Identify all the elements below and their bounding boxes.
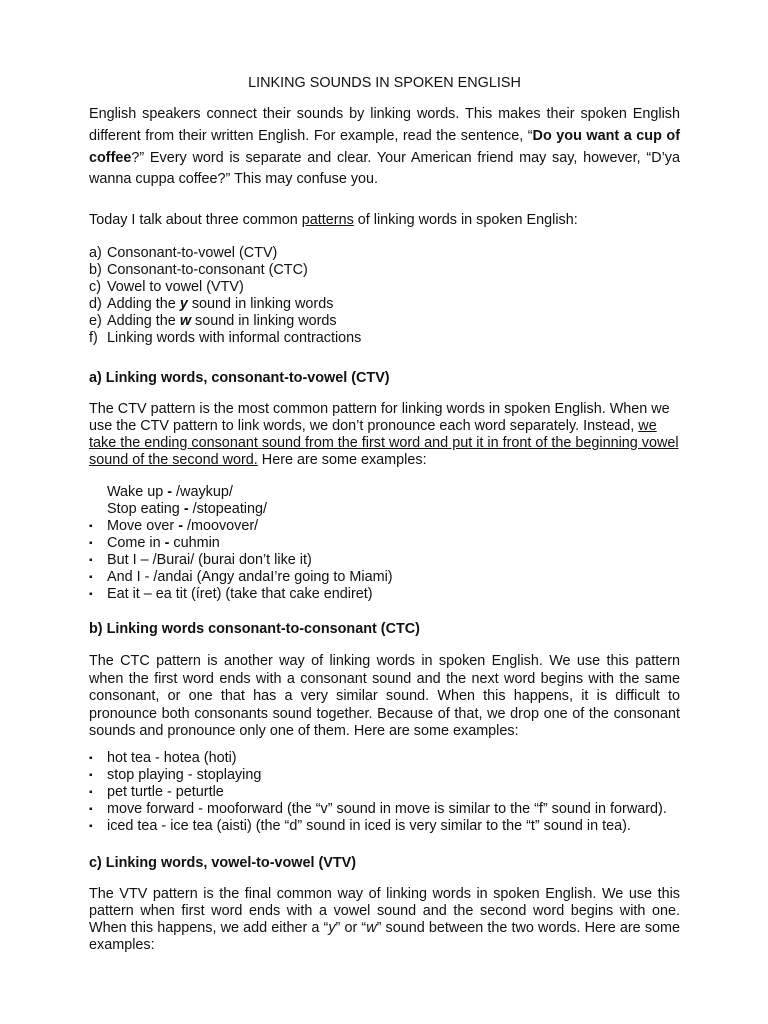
section-c-heading: c) Linking words, vowel-to-vowel (VTV) [89, 855, 357, 871]
bullet-icon: ▪ [89, 538, 93, 549]
list-item: c) Vowel to vowel (VTV) [89, 279, 244, 295]
page-title: LINKING SOUNDS IN SPOKEN ENGLISH [248, 75, 521, 91]
list-item: a) Consonant-to-vowel (CTV) [89, 245, 278, 261]
example-sentence: Do you want a cup of coffee [89, 127, 680, 166]
list-item: ▪ iced tea - ice tea (aisti) (the “d” sound in iced is very similar to the “t” sound in tea). [89, 818, 631, 834]
bullet-icon: ▪ [89, 821, 93, 832]
bullet-icon: ▪ [89, 770, 93, 781]
bullet-icon: ▪ [89, 804, 93, 815]
list-item: ▪ And I - /andai (Angy andaI’re going to Miami) [89, 569, 393, 585]
bullet-icon: ▪ [89, 572, 93, 583]
bullet-icon: ▪ [89, 787, 93, 798]
section-b-heading: b) Linking words consonant-to-consonant (CTC) [89, 621, 420, 637]
key-rule-underlined: we take the ending consonant sound from the first word and put it in front of the beginning vowel sound of the second word. [89, 418, 679, 469]
section-c-paragraph: The VTV pattern is the final common way of linking words in spoken English. We use this pattern when first word ends with a vowel sound and the second word begins with one. When this happens, we add either a “y” or “w” sound between the two words. Here are some examples: [89, 886, 681, 953]
bullet-icon: ▪ [89, 753, 93, 764]
list-item: ▪ pet turtle - peturtle [89, 784, 224, 800]
intro-paragraph: English speakers connect their sounds by linking words. This makes their spoken English different from their written English. For example, read the sentence, “Do you want a cup of coffee?” Every word is separate and clear. Your American friend may say, however, “D’ya wanna cuppa coffee?” This may confuse you. [89, 106, 680, 188]
list-item: ▪ Move over - /moovover/ [89, 518, 259, 534]
list-item: ▪ Come in - cuhmin [89, 535, 220, 551]
list-item: ▪ hot tea - hotea (hoti) [89, 750, 237, 766]
section-b-examples [89, 750, 680, 835]
list-item: Wake up - /waykup/ [107, 484, 233, 500]
list-item: b) Consonant-to-consonant (CTC) [89, 262, 308, 278]
patterns-underlined: patterns [301, 212, 354, 228]
section-a-examples [89, 484, 680, 603]
list-item: e) Adding the w sound in linking words [89, 313, 337, 329]
bullet-icon: ▪ [89, 589, 93, 600]
patterns-list [89, 245, 680, 347]
list-item: f) Linking words with informal contractions [89, 330, 362, 346]
list-item: d) Adding the y sound in linking words [89, 296, 334, 312]
bullet-icon: ▪ [89, 555, 93, 566]
section-b-paragraph: The CTC pattern is another way of linking words in spoken English. We use this pattern when the first word ends with a consonant sound and the next word begins with the same consonant, or one that has a very similar sound. When this happens, it is difficult to pronounce both consonants sound together. Because of that, we drop one of the consonant sounds and pronounce only one of them. Here are some examples: [89, 653, 680, 739]
list-item: ▪ But I – /Burai/ (burai don’t like it) [89, 552, 312, 568]
list-item: ▪ Eat it – ea tit (íret) (take that cake endiret) [89, 586, 373, 602]
section-a-heading: a) Linking words, consonant-to-vowel (CTV) [89, 370, 390, 386]
list-item: Stop eating - /stopeating/ [107, 501, 268, 517]
patterns-intro-paragraph: Today I talk about three common patterns of linking words in spoken English: [89, 212, 578, 228]
list-item: ▪ stop playing - stoplaying [89, 767, 262, 783]
list-item: ▪ move forward - mooforward (the “v” sound in move is similar to the “f” sound in forward). [89, 801, 667, 817]
bullet-icon: ▪ [89, 521, 93, 532]
section-a-paragraph: The CTV pattern is the most common pattern for linking words in spoken English. When we use the CTV pattern to link words, we don’t pronounce each word separately. Instead, we take the ending consonant sound from the first word and put it in front of the beginning vowel sound of the second word. Here are some examples: [89, 401, 679, 469]
